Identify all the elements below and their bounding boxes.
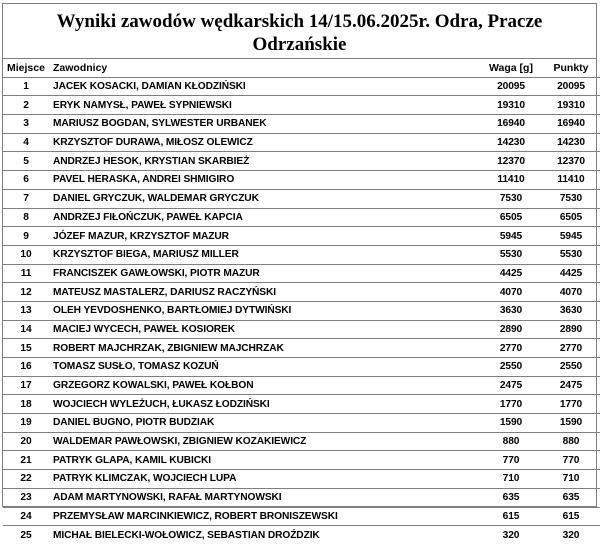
cell-weight: 2550 <box>480 358 542 377</box>
cell-points: 6505 <box>542 208 600 227</box>
cell-anglers: GRZEGORZ KOWALSKI, PAWEŁ KOŁBON <box>49 376 480 395</box>
cell-place: 2 <box>3 96 49 115</box>
cell-weight: 3630 <box>480 301 542 320</box>
cell-weight: 14230 <box>480 133 542 152</box>
cell-weight: 1590 <box>480 414 542 433</box>
table-row <box>3 133 600 152</box>
cell-anglers: MARIUSZ BOGDAN, SYLWESTER URBANEK <box>49 115 480 134</box>
cell-anglers: ADAM MARTYNOWSKI, RAFAŁ MARTYNOWSKI <box>49 488 480 507</box>
table-row <box>3 414 600 433</box>
cell-place: 9 <box>3 227 49 246</box>
table-row <box>3 301 600 320</box>
cell-weight: 2890 <box>480 320 542 339</box>
table-row <box>3 189 600 208</box>
cell-place: 24 <box>3 507 49 526</box>
cell-place: 21 <box>3 451 49 470</box>
cell-anglers: PRZEMYSŁAW MARCINKIEWICZ, ROBERT BRONISZEWSKI <box>49 507 480 526</box>
title-line-1: Wyniki zawodów wędkarskich 14/15.06.2025r. Odra, Pracze <box>56 11 543 32</box>
cell-points: 4425 <box>542 264 600 283</box>
table-row <box>3 264 600 283</box>
cell-points: 2890 <box>542 320 600 339</box>
cell-anglers: TOMASZ SUSŁO, TOMASZ KOZUŃ <box>49 358 480 377</box>
cell-place: 22 <box>3 470 49 489</box>
cell-place: 25 <box>20 529 32 541</box>
table-row <box>3 96 600 115</box>
cell-points: 880 <box>542 432 600 451</box>
cell-place: 8 <box>3 208 49 227</box>
cell-place: 13 <box>3 301 49 320</box>
cell-anglers: DANIEL GRYCZUK, WALDEMAR GRYCZUK <box>49 189 480 208</box>
cell-place: 12 <box>3 283 49 302</box>
cell-anglers: JACEK KOSACKI, DAMIAN KŁODZIŃSKI <box>49 77 480 96</box>
cell-points: 3630 <box>542 301 600 320</box>
cell-place: 14 <box>3 320 49 339</box>
cell-points: 1770 <box>542 395 600 414</box>
cell-place: 19 <box>3 414 49 433</box>
cell-place: 1 <box>3 77 49 96</box>
cell-weight: 5530 <box>480 245 542 264</box>
cell-points: 770 <box>542 451 600 470</box>
header-place: Miejsce <box>3 59 49 77</box>
cell-points: 635 <box>542 488 600 507</box>
cell-anglers: JÓZEF MAZUR, KRZYSZTOF MAZUR <box>49 227 480 246</box>
cell-weight: 6505 <box>480 208 542 227</box>
table-row <box>3 283 600 302</box>
cell-points: 320 <box>562 529 580 541</box>
cell-anglers: PAVEL HERASKA, ANDREI SHMIGIRO <box>49 171 480 190</box>
cell-weight: 4425 <box>480 264 542 283</box>
cell-points: 19310 <box>542 96 600 115</box>
cell-anglers: WOJCIECH WYLEŻUCH, ŁUKASZ ŁODZIŃSKI <box>49 395 480 414</box>
cell-anglers: ANDRZEJ HESOK, KRYSTIAN SKARBIEŻ <box>49 152 480 171</box>
header-row <box>3 59 600 77</box>
cell-anglers: ERYK NAMYSŁ, PAWEŁ SYPNIEWSKI <box>49 96 480 115</box>
cell-points: 5530 <box>542 245 600 264</box>
cell-weight: 5945 <box>480 227 542 246</box>
cell-points: 14230 <box>542 133 600 152</box>
cell-place: 7 <box>3 189 49 208</box>
header-points: Punkty <box>542 59 600 77</box>
cell-points: 2475 <box>542 376 600 395</box>
table-row <box>3 77 600 96</box>
cell-weight: 710 <box>480 470 542 489</box>
results-body <box>3 77 600 544</box>
table-row <box>3 451 600 470</box>
table-row <box>3 339 600 358</box>
cell-anglers: MACIEJ WYCECH, PAWEŁ KOSIOREK <box>49 320 480 339</box>
cell-points: 4070 <box>542 283 600 302</box>
cell-points: 20095 <box>542 77 600 96</box>
cell-anglers: OLEH YEVDOSHENKO, BARTŁOMIEJ DYTWIŃSKI <box>49 301 480 320</box>
cell-weight: 635 <box>480 488 542 507</box>
cell-anglers: WALDEMAR PAWŁOWSKI, ZBIGNIEW KOZAKIEWICZ <box>49 432 480 451</box>
header-anglers: Zawodnicy <box>49 59 480 77</box>
cell-place: 4 <box>3 133 49 152</box>
table-row <box>3 245 600 264</box>
cell-points: 5945 <box>542 227 600 246</box>
cell-weight: 2475 <box>480 376 542 395</box>
cell-weight: 16940 <box>480 115 542 134</box>
cell-points: 11410 <box>542 171 600 190</box>
results-table <box>3 59 600 544</box>
cell-weight: 11410 <box>480 171 542 190</box>
table-row <box>3 358 600 377</box>
cell-weight: 20095 <box>480 77 542 96</box>
title-line-2: Odrzańskie <box>252 34 347 55</box>
cell-points: 1590 <box>542 414 600 433</box>
table-row <box>3 395 600 414</box>
cell-weight: 615 <box>480 507 542 526</box>
cell-points: 615 <box>542 507 600 526</box>
cell-anglers: FRANCISZEK GAWŁOWSKI, PIOTR MAZUR <box>49 264 480 283</box>
table-row <box>3 526 600 544</box>
table-row <box>3 208 600 227</box>
cell-weight: 4070 <box>480 283 542 302</box>
table-row <box>3 376 600 395</box>
cell-anglers: MATEUSZ MASTALERZ, DARIUSZ RACZYŃSKI <box>49 283 480 302</box>
table-row <box>3 152 600 171</box>
cell-points: 12370 <box>542 152 600 171</box>
cell-points: 2770 <box>542 339 600 358</box>
cell-anglers: PATRYK KLIMCZAK, WOJCIECH LUPA <box>49 470 480 489</box>
cell-place: 15 <box>3 339 49 358</box>
cell-points: 7530 <box>542 189 600 208</box>
cell-place: 23 <box>3 488 49 507</box>
cell-anglers: DANIEL BUGNO, PIOTR BUDZIAK <box>49 414 480 433</box>
header-weight: Waga [g] <box>480 59 542 77</box>
cell-weight: 1770 <box>480 395 542 414</box>
cell-anglers: MICHAŁ BIELECKI-WOŁOWICZ, SEBASTIAN DROŹDZIK <box>53 529 320 541</box>
cell-weight: 770 <box>480 451 542 470</box>
cell-anglers: ANDRZEJ FIŁOŃCZUK, PAWEŁ KAPCIA <box>49 208 480 227</box>
table-row <box>3 320 600 339</box>
cell-weight: 2770 <box>480 339 542 358</box>
table-row <box>3 171 600 190</box>
cell-anglers: PATRYK GLAPA, KAMIL KUBICKI <box>49 451 480 470</box>
cell-place: 11 <box>3 264 49 283</box>
table-row <box>3 488 600 507</box>
cell-place: 3 <box>3 115 49 134</box>
cell-points: 16940 <box>542 115 600 134</box>
results-title <box>3 4 596 59</box>
cell-anglers: KRZYSZTOF BIEGA, MARIUSZ MILLER <box>49 245 480 264</box>
table-row <box>3 115 600 134</box>
cell-weight: 7530 <box>480 189 542 208</box>
cell-points: 2550 <box>542 358 600 377</box>
cell-place: 5 <box>3 152 49 171</box>
cell-place: 20 <box>3 432 49 451</box>
cell-place: 6 <box>3 171 49 190</box>
cell-place: 16 <box>3 358 49 377</box>
results-sheet <box>2 3 597 541</box>
cell-place: 17 <box>3 376 49 395</box>
cell-weight: 19310 <box>480 96 542 115</box>
cell-weight: 320 <box>502 529 520 541</box>
table-row <box>3 470 600 489</box>
table-row <box>3 227 600 246</box>
cell-anglers: ROBERT MAJCHRZAK, ZBIGNIEW MAJCHRZAK <box>49 339 480 358</box>
cell-place: 10 <box>3 245 49 264</box>
cell-points: 710 <box>542 470 600 489</box>
cell-place: 18 <box>3 395 49 414</box>
cell-anglers: KRZYSZTOF DURAWA, MIŁOSZ OLEWICZ <box>49 133 480 152</box>
cell-weight: 880 <box>480 432 542 451</box>
cell-weight: 12370 <box>480 152 542 171</box>
table-row <box>3 432 600 451</box>
